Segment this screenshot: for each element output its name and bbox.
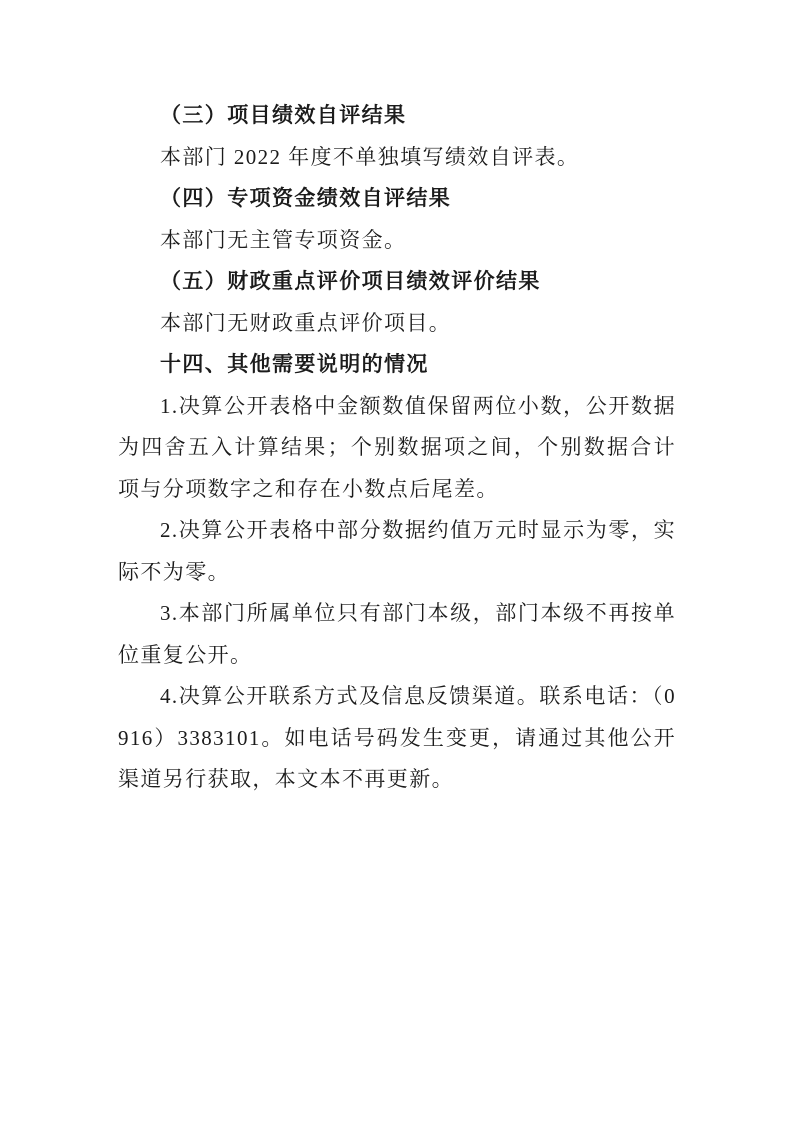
note-paragraph-4: 4.决算公开联系方式及信息反馈渠道。联系电话：（0916）3383101。如电话号码发生变更，请通过其他公开渠道另行获取，本文本不再更新。: [118, 684, 676, 791]
paragraph-item5-body: 本部门无财政重点评价项目。: [160, 310, 452, 335]
section-heading-14: 十四、其他需要说明的情况: [160, 353, 429, 376]
subheading-item3: （三）项目绩效自评结果: [160, 103, 407, 127]
note-paragraph-1: 1.决算公开表格中金额数值保留两位小数，公开数据为四舍五入计算结果；个别数据项之间，个别数据合计项与分项数字之和存在小数点后尾差。: [118, 393, 676, 501]
paragraph-item4-body: 本部门无主管专项资金。: [160, 227, 407, 252]
note-paragraph-2: 2.决算公开表格中部分数据约值万元时显示为零，实际不为零。: [118, 518, 676, 584]
note-paragraph-3: 3.本部门所属单位只有部门本级，部门本级不再按单位重复公开。: [118, 601, 676, 667]
subheading-item4: （四）专项资金绩效自评结果: [160, 186, 452, 210]
paragraph-item3-body: 本部门 2022 年度不单独填写绩效自评表。: [160, 144, 580, 169]
subheading-item5: （五）财政重点评价项目绩效评价结果: [160, 269, 541, 293]
page-content: [118, 95, 676, 801]
